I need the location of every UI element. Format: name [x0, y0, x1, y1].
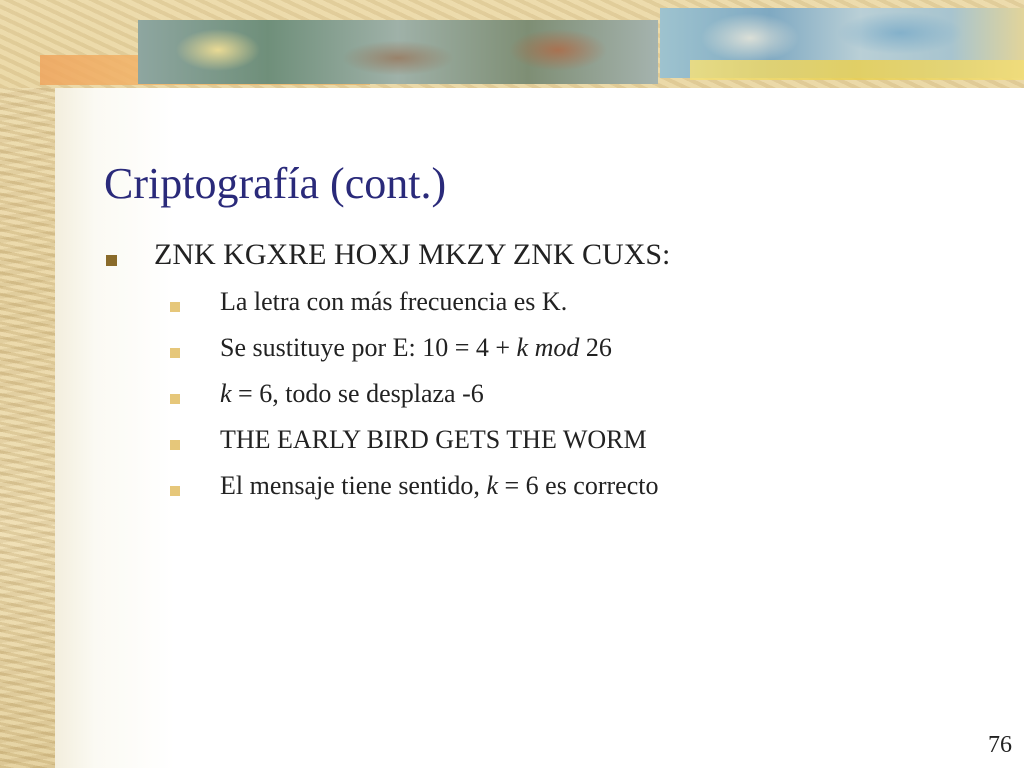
sub-bullet-text: Se sustituye por E: 10 = 4 + k mod 26: [220, 333, 612, 362]
sub-bullet-text: La letra con más frecuencia es K.: [220, 287, 568, 316]
parchment-border: [0, 0, 60, 768]
main-bullet-icon: [106, 255, 117, 266]
decorative-banner: [0, 0, 1024, 88]
sub-bullet-text: THE EARLY BIRD GETS THE WORM: [220, 425, 647, 454]
sub-bullet-icon: [170, 486, 180, 496]
leaf-image-strip: [138, 20, 658, 84]
main-bullet-text: ZNK KGXRE HOXJ MKZY ZNK CUXS:: [154, 238, 671, 271]
sub-bullet-icon: [170, 440, 180, 450]
sub-bullet-text: El mensaje tiene sentido, k = 6 es correcto: [220, 471, 659, 500]
slide-title: Criptografía (cont.): [104, 159, 447, 208]
sub-bullet-icon: [170, 394, 180, 404]
sub-bullet-text: k = 6, todo se desplaza -6: [220, 379, 484, 408]
sub-bullet-icon: [170, 348, 180, 358]
yellow-accent-bar: [690, 60, 1024, 80]
slide-number: 76: [988, 732, 1012, 758]
sub-bullet-icon: [170, 302, 180, 312]
